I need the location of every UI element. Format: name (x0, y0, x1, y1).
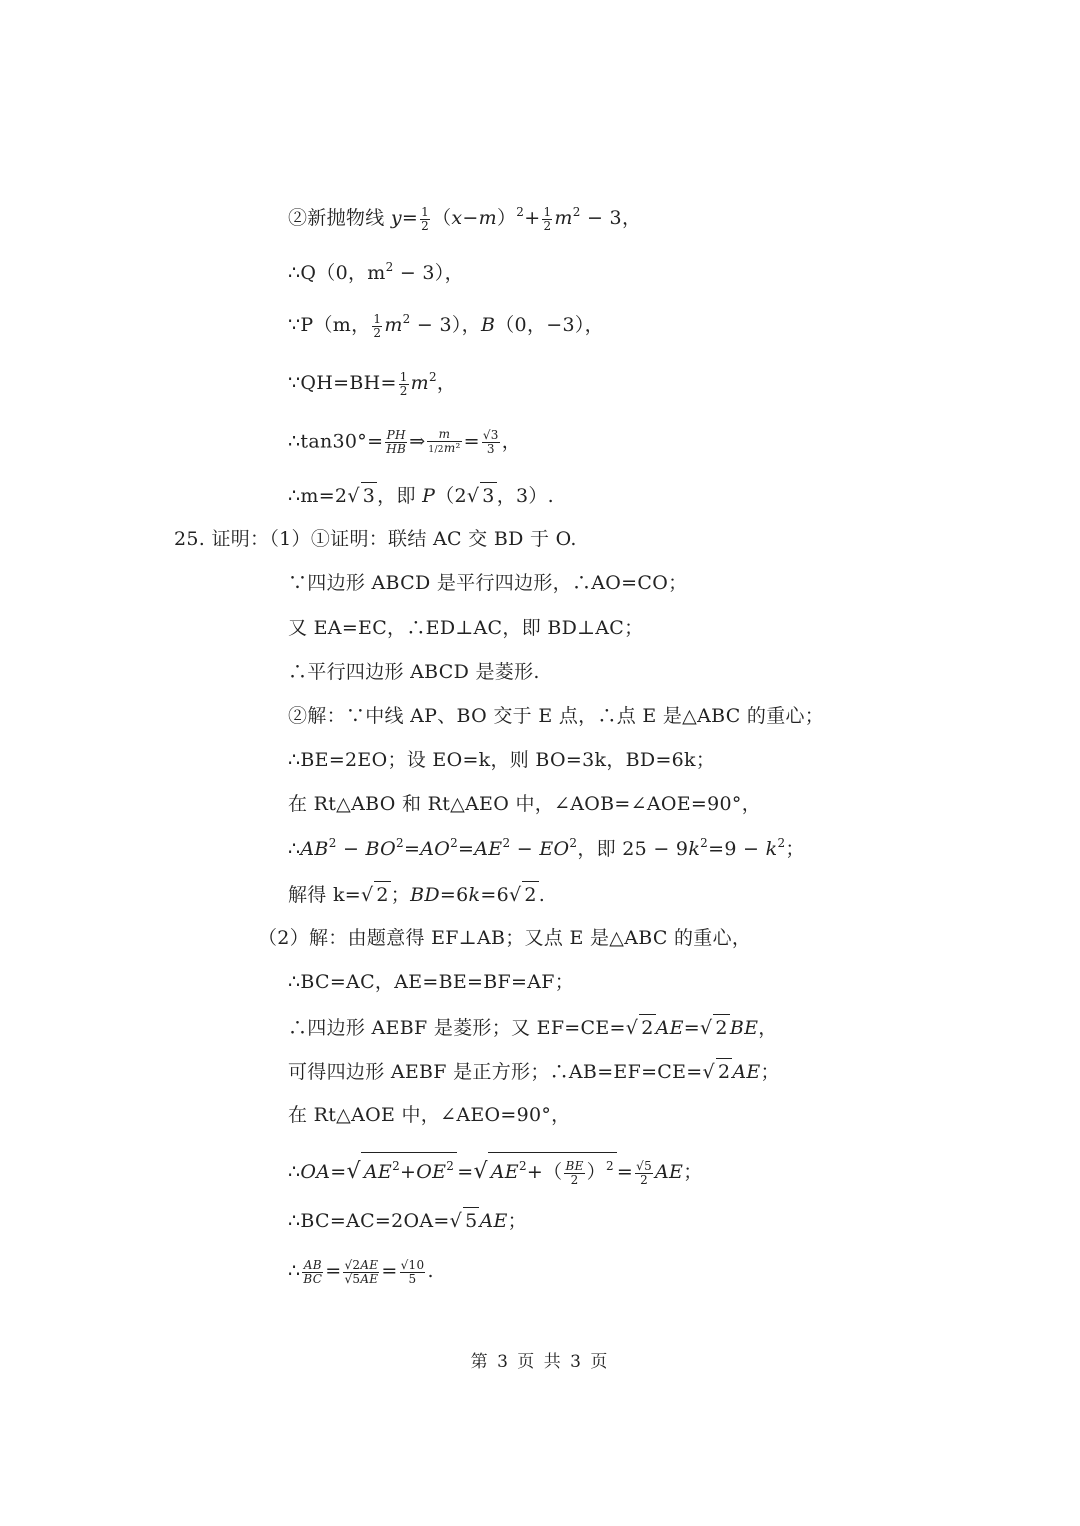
part2-line-4-text: 可得四边形 AEBF 是正方形；∴AB=EF=CE= (288, 1061, 703, 1083)
q25-line-1: ∵四边形 ABCD 是平行四边形，∴AO=CO； (288, 572, 688, 594)
tan30-line: ∴tan30°= $\frac{PH}{HB}$ ⇒ $\frac{m}{\text{1/2m²}}$ = $\frac{√3}{3}$ ， (288, 427, 522, 456)
page-footer: 第 3 页 共 3 页 (470, 1352, 610, 1372)
new-parabola-label: ②新抛物线 (288, 207, 385, 229)
qh-bh-text: ∵QH=BH= (288, 372, 397, 394)
qh-bh-line: ∵QH=BH= $\frac{1}{2}$ $m^2$， (288, 369, 457, 398)
q25-line-3: ∴平行四边形 ABCD 是菱形. (288, 661, 540, 683)
ratio-equation-line: ∴ $\frac{AB}{BC}$ = $\frac{√2AE}{√5AE}$ = $\frac{√10}{5}$ . (288, 1257, 434, 1286)
point-p-b-line: ∵P（m， $\frac{1}{2}$ $m^2 - 3$），B（0，−3）， (288, 311, 604, 340)
part2-line-2: ∴BC=AC，AE=BE=BF=AF； (288, 971, 575, 993)
point-p-text: ∵P（m， (288, 314, 371, 336)
q25-line-6: 在 Rt△ABO 和 Rt△AEO 中，∠AOB=∠AOE=90°， (288, 793, 762, 815)
oa-equation-line: ∴OA=√ $AE^2+OE^2$ =√ $AE^2+$（ $\frac{BE}{2}$ ）$^2$ = $\frac{√5}{2}$ AE； (288, 1152, 703, 1191)
new-parabola-line: ②新抛物线 y= $\frac{1}{2}$ $(x-m)^2+$ $\frac{1}{2}$ $m^2 - 3$， (288, 204, 642, 233)
tan30-text: ∴tan30°= (288, 430, 384, 453)
part2-line-3: ∴四边形 AEBF 是菱形；又 EF=CE=√ 2 AE=√ 2 BE， (288, 1014, 778, 1041)
q25-line-4: ②解：∵中线 AP、BO 交于 E 点，∴点 E 是△ABC 的重心； (288, 705, 825, 727)
q25-line-2: 又 EA=EC，∴ED⊥AC，即 BD⊥AC； (288, 617, 644, 639)
part2-line-7: ∴BC=AC=2OA=√ 5 AE； (288, 1207, 527, 1234)
part2-line-4: 可得四边形 AEBF 是正方形；∴AB=EF=CE=√ 2 AE； (288, 1058, 780, 1085)
part2-line-1: （2）解：由题意得 EF⊥AB；又点 E 是△ABC 的重心， (258, 927, 752, 949)
part2-line-7-text: ∴BC=AC=2OA= (288, 1210, 450, 1232)
part2-line-3-text: ∴四边形 AEBF 是菱形；又 EF=CE= (288, 1017, 626, 1039)
point-q-text: ∴Q（0，m (288, 262, 386, 284)
m-value-line: ∴m=2√ 3 ，即 P（2√ 3 ，3）. (288, 482, 554, 509)
m-value-text: ∴m=2 (288, 485, 348, 507)
q25-line-8-text: 解得 k= (288, 884, 361, 906)
part2-line-5: 在 Rt△AOE 中，∠AEO=90°， (288, 1104, 571, 1126)
q25-line-8: 解得 k=√ 2 ；BD=6k=6√ 2 . (288, 881, 545, 908)
point-q-line: ∴Q（0，$m^2 - 3$）， (288, 260, 464, 284)
q25-line-7: $\therefore AB^2 - BO^2=AO^2=AE^2 - EO^2$，即 $25 - 9k^2=9 - k^2$； (288, 836, 805, 860)
q25-header: 25. 证明：（1）①证明：联结 AC 交 BD 于 O. (174, 528, 577, 550)
q25-line-5: ∴BE=2EO；设 EO=k，则 BO=3k，BD=6k； (288, 749, 716, 771)
